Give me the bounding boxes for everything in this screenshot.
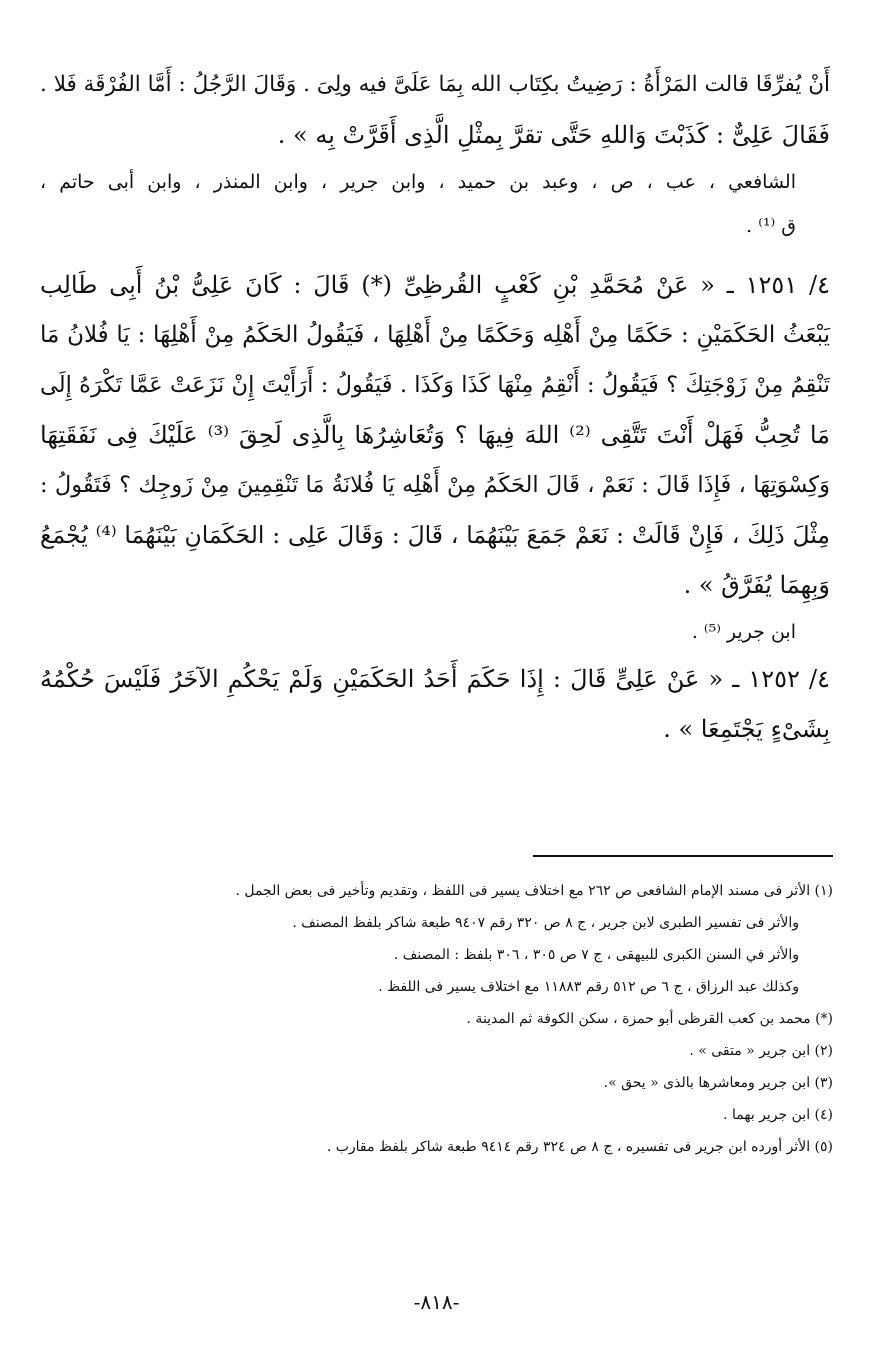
footnote: (٥) الأثر أورده ابن جرير فى تفسيره ، ج ٨ ص ٣٢٤ رقم ٩٤١٤ طبعة شاكر بلفظ مقارب . [326, 1139, 833, 1155]
main-text [40, 60, 830, 754]
hadith-1251-line: ٤/ ١٢٥١ ـ « عَنْ مُحَمَّدِ بْنِ كَعْبٍ القُرظِىِّ (*) قَالَ : كَانَ عَلِىُّ بْنُ أَبِى طَالِب [40, 271, 830, 299]
hadith-1252-line: ٤/ ١٢٥٢ ـ « عَنْ عَلِىٍّ قَالَ : إِذَا حَكَمَ أَحَدُ الحَكَمَيْنِ وَلَمْ يَحْكُمِ الآخَرُ فَلَيْسَ حُكْمُهُ [40, 665, 830, 693]
source-citation: الشافعي ، عب ، ص ، وعبد بن حميد ، وابن جرير ، وابن المنذر ، وابن أبى حاتم ، [40, 171, 796, 193]
hadith-1251-line: وَكِسْوَتِهَا ، فَإِذَا قَالَ : نَعَمْ ، قَالَ الحَكَمُ مِنْ أَهْلِه يَا فُلانَةُ مَا تَنْقِمِينَ مِنْ زَوجِك ؟ فَتَقُولُ : [40, 472, 830, 498]
source-citation: ابن جرير ⁽⁵⁾ . [691, 621, 796, 643]
footnote-divider [533, 855, 833, 857]
hadith-1251-line: مَا تُحِبُّ فَهَلْ أَنْتَ تَتَّقِى ⁽²⁾ اللهَ فِيهَا ؟ وَتُعَاشِرُهَا بِالَّذِى لَحِقَ ⁽³⁾ عَلَيْكَ فِى نَفَقَتِهَا [40, 421, 830, 449]
hadith-1251-line: مِثْلَ ذَلِكَ ، فَإِنْ قَالَتْ : نَعَمْ جَمَعَ بَيْنَهُمَا ، قَالَ : وَقَالَ عَلِى : الحَكَمَانِ بَيْنَهُمَا ⁽⁴⁾ يُجْمَعُ [40, 521, 831, 549]
hadith-1251-line: يَبْعَثُ الحَكَمَيْنِ : حَكَمًا مِنْ أَهْلِه وَحَكَمًا مِنْ أَهْلِهَا ، فَيَقُولُ الحَكَمُ مِنْ أَهْلِهَا : يَا فُلانُ مَا [40, 322, 830, 348]
footnote: والأثر فى تفسير الطبرى لابن جرير ، ج ٨ ص ٣٢٠ رقم ٩٤٠٧ طبعة شاكر بلفظ المصنف . [292, 915, 799, 931]
footnotes [43, 875, 833, 1163]
text-line: أَنْ يُفرِّقَا قالت المَرْأَةُ : رَضِيتُ بكِتَاب الله بِمَا عَلَىَّ فيه ولِىَ . وَقَالَ الرَّجُلُ : أَمَّا الفُرْقَة فَلا . [40, 72, 830, 97]
footnote: والأثر في السنن الكبرى للبيهقى ، ج ٧ ص ٣٠٥ ، ٣٠٦ بلفظ : المصنف . [393, 947, 799, 963]
hadith-1251-line: وَبِهِمَا يُفَرَّقُ » . [683, 571, 830, 599]
footnote: (*) محمد بن كعب القرظى أبو حمزة ، سكن الكوفة ثم المدينة . [466, 1011, 833, 1027]
hadith-1251-line: تَنْقِمُ مِنْ زَوْجَتِكَ ؟ فَيَقُولُ : أَنْقِمُ مِنْهَا كَذَا وَكَذَا . فَيَقُولُ : أَرَأَيْتَ إِنْ نَزَعَتْ عَمَّا تَكْرَهُ إِلَى [40, 372, 830, 398]
text-line: فَقَالَ عَلِىٌّ : كَذَبْتَ وَاللهِ حَتَّى تقرَّ بِمثْلِ الَّذِى أَقَرَّتْ بِه » . [277, 121, 830, 149]
footnote: (١) الأثر فى مسند الإمام الشافعى ص ٢٦٢ مع اختلاف يسير فى اللفظ ، وتقديم وتأخير فى بعض الجمل . [235, 883, 833, 899]
hadith-1252-line: بِشَىْءٍ يَجْتَمِعَا » . [663, 715, 830, 743]
footnote: (٤) ابن جرير بهما . [723, 1107, 833, 1123]
source-citation: ق ⁽¹⁾ . [746, 215, 796, 237]
footnote: وكذلك عبد الرزاق ، ج ٦ ص ٥١٢ رقم ١١٨٨٣ مع اختلاف يسير فى اللفظ . [378, 979, 799, 995]
footnote: (٢) ابن جرير « متقى » . [689, 1043, 833, 1059]
page-number: -٨١٨- [413, 1290, 460, 1314]
footnote: (٣) ابن جرير ومعاشرها بالذى « يحق ». [603, 1075, 833, 1091]
